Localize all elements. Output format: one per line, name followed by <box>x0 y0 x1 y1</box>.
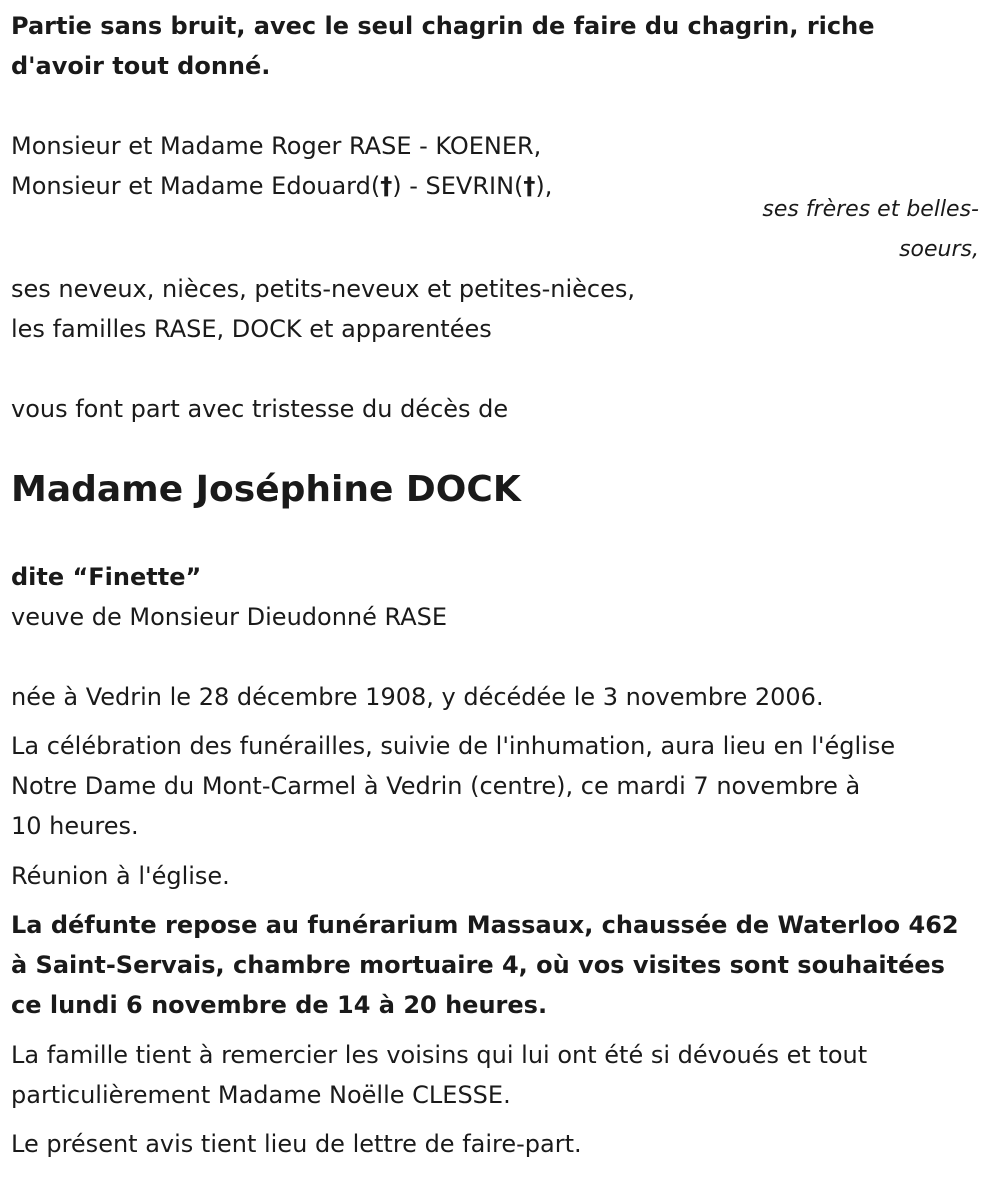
funeral-line: La célébration des funérailles, suivie de l'inhumation, aura lieu en l'église <box>11 732 896 760</box>
nephews-line: ses neveux, nièces, petits-neveux et petites-nièces, <box>11 275 635 303</box>
family-member-text: Monsieur et Madame Edouard( <box>11 172 381 200</box>
epitaph-line: d'avoir tout donné. <box>11 52 271 80</box>
deceased-nickname: dite “Finette” <box>11 563 202 591</box>
cross-icon: † <box>380 172 393 200</box>
thanks-line: La famille tient à remercier les voisins qui lui ont été si dévoués et tout <box>11 1041 868 1069</box>
families-line: les familles RASE, DOCK et apparentées <box>11 315 492 343</box>
funeral-line: 10 heures. <box>11 812 139 840</box>
resting-line: ce lundi 6 novembre de 14 à 20 heures. <box>11 991 548 1019</box>
resting-line: La défunte repose au funérarium Massaux, chaussée de Waterloo 462 <box>11 911 959 939</box>
thanks-line: particulièrement Madame Noëlle CLESSE. <box>11 1081 511 1109</box>
announcement: vous font part avec tristesse du décès de <box>11 395 509 423</box>
deceased-widow-of: veuve de Monsieur Dieudonné RASE <box>11 603 448 631</box>
family-member-text: ), <box>535 172 553 200</box>
family-member-rase-koener: Monsieur et Madame Roger RASE - KOENER, <box>11 132 542 160</box>
meeting-place: Réunion à l'église. <box>11 862 230 890</box>
siblings-label: soeurs, <box>899 237 979 262</box>
closing-note: Le présent avis tient lieu de lettre de faire-part. <box>11 1130 582 1158</box>
siblings-label: ses frères et belles- <box>762 197 979 222</box>
resting-line: à Saint-Servais, chambre mortuaire 4, où vos visites sont souhaitées <box>11 951 945 979</box>
deceased-name: Madame Joséphine DOCK <box>11 469 521 510</box>
funeral-line: Notre Dame du Mont-Carmel à Vedrin (centre), ce mardi 7 novembre à <box>11 772 861 800</box>
deceased-birth-death: née à Vedrin le 28 décembre 1908, y décédée le 3 novembre 2006. <box>11 683 824 711</box>
cross-icon: † <box>523 172 536 200</box>
epitaph-line: Partie sans bruit, avec le seul chagrin de faire du chagrin, riche <box>11 12 875 40</box>
family-member-text: ) - SEVRIN( <box>392 172 524 200</box>
